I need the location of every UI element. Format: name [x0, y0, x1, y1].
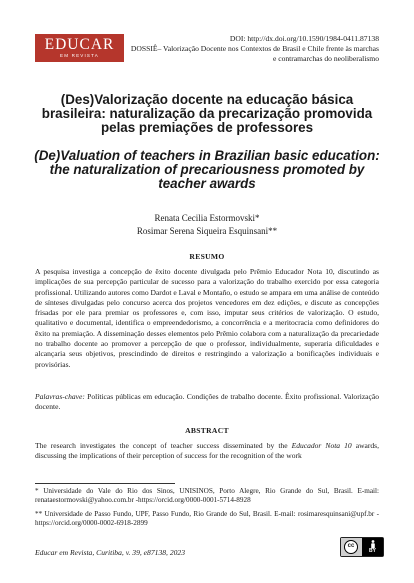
- footnote-author-1: * Universidade do Vale do Rio dos Sinos, UNISINOS, Porto Alegre, Rio Grande do Sul, Brasil. E-mail: renataestormovski@yahoo.com.br -https://orcid.org/0000-0001-5714-8928: [35, 487, 379, 505]
- author-list: [0, 212, 414, 238]
- keywords-paragraph: [35, 392, 379, 413]
- keywords-list: Políticas públicas em educação. Condições de trabalho docente. Êxito profissional. Valorização docente.: [35, 392, 379, 412]
- cc-segment: [341, 538, 362, 556]
- resumo-heading: RESUMO: [189, 252, 225, 261]
- doi-link[interactable]: DOI: http://dx.doi.org/10.1590/1984-0411.87138: [229, 34, 379, 43]
- abstract-text-end: awards, discussing the implications of their perception of success for the recognition of the work: [35, 441, 379, 461]
- award-name: Educador Nota 10: [291, 441, 352, 450]
- journal-citation: Educar em Revista, Curitiba, v. 39, e87138, 2023: [35, 548, 186, 557]
- journal-logo: [35, 34, 124, 62]
- resumo-text: A pesquisa investiga a concepção de êxito docente divulgada pelo Prêmio Educador Nota 10, discutindo as implicações de sua percepção particular de sucesso para a valorização do trabalho exercido por essa categoria profissional. Utilizando autores como Dardot e Laval e Montaño, o estudo se ampara em uma análise de conteúdo de sínteses divulgadas pelo concurso acerca dos projetos vencedores em dez edições, e discute as concepções frisadas por ele para premiar os professores e, com isso, imputar seus critérios de valorização. O estudo, qualitativo e documental, identifica o empreendedorismo, a concorrência e a meritocracia como definidores do êxito na premiação. A disseminação desses elementos pelo Prêmio colabora com a naturalização da precariedade no trabalho docente ao promover a percepção de que o professor, individualmente, superaria dificuldades e alcançaria seus objetivos, prescindindo de direitos e restringindo a valorização a bonificações individuais e provisórias.: [35, 267, 379, 369]
- by-label: BY: [369, 548, 376, 554]
- abstract-text: [35, 441, 379, 462]
- creative-commons-by-icon[interactable]: [340, 537, 384, 557]
- author-name: Rosimar Serena Siqueira Esquinsani**: [136, 226, 278, 236]
- logo-subtitle: EM REVISTA: [60, 53, 99, 58]
- logo-name: EDUCAR: [44, 36, 115, 53]
- dossier-title: DOSSIÊ– Valorização Docente nos Contextos de Brasil e Chile frente às marchas e contramarchas do neoliberalismo: [130, 44, 379, 63]
- by-segment: [362, 538, 383, 556]
- abstract-heading: ABSTRACT: [185, 426, 229, 435]
- cc-logo: cc: [344, 540, 358, 554]
- article-header-info: [129, 34, 379, 64]
- abstract-text-start: The research investigates the concept of teacher success disseminated by the: [35, 441, 292, 450]
- footnote-author-2: ** Universidade de Passo Fundo, UPF, Passo Fundo, Rio Grande do Sul, Brasil. E-mail: rosimaresquinsani@upf.br -https://orcid.org/0000-0002-6918-2899: [35, 510, 379, 528]
- keywords-label: Palavras-chave:: [35, 392, 85, 401]
- article-title-portuguese: (Des)Valorização docente na educação básica brasileira: naturalização da precarização promovida pelas premiações de professores: [41, 92, 373, 135]
- author-name: Renata Cecilia Estormovski*: [154, 213, 260, 223]
- article-title-english: (De)Valuation of teachers in Brazilian basic education: the naturalization of precariousness promoted by teacher awards: [34, 148, 380, 191]
- footnote-divider: [35, 483, 175, 484]
